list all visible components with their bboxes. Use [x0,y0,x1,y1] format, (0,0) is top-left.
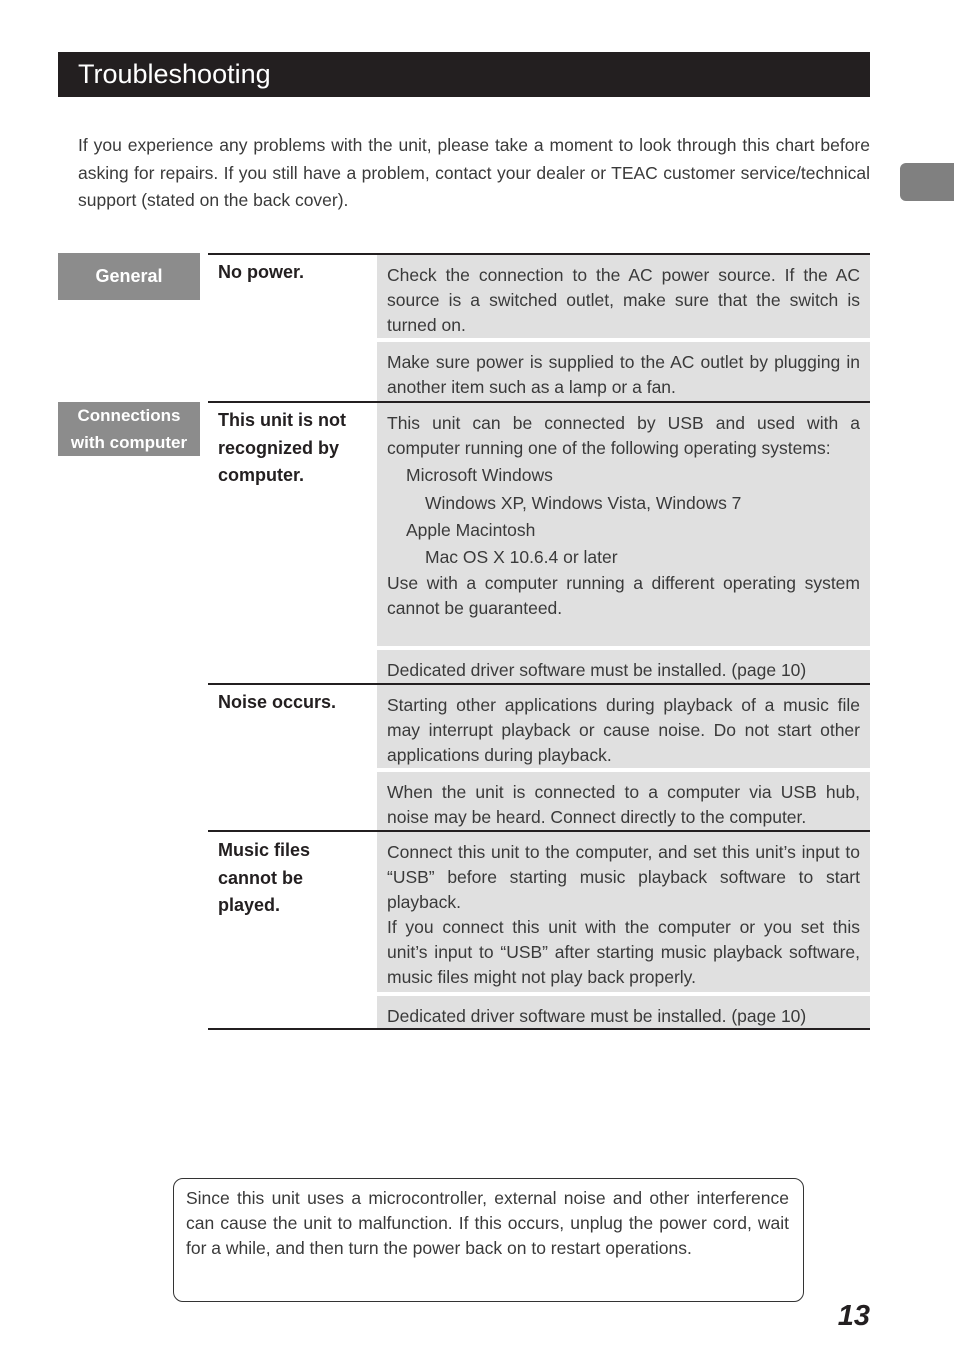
note-box: Since this unit uses a microcontroller, external noise and other interference can cause the unit to malfunction. If this occurs, unplug the power cord, wait for a while, and then turn the power back on to restart operations. [173,1178,804,1302]
category-general: General [58,253,200,300]
solution-text: This unit can be connected by USB and used with a computer running one of the following operating systems: [387,413,860,458]
solution-cell: Dedicated driver software must be installed. (page 10) [377,996,870,1028]
symptom-music-files: Music files cannot be played. [218,840,311,915]
os-versions: Windows XP, Windows Vista, Windows 7 [425,493,742,513]
solution-cell: Check the connection to the AC power source. If the AC source is a switched outlet, make sure that the switch is turned on. [377,255,870,338]
intro-paragraph: If you experience any problems with the unit, please take a moment to look through this chart before asking for repairs. If you still have a problem, contact your dealer or TEAC customer service/technical support (stated on the back cover). [78,135,870,210]
solution-cell: Starting other applications during playback of a music file may interrupt playback or cause noise. Do not start other applications during playback. [377,685,870,768]
solution-text: Use with a computer running a different operating system cannot be guaranteed. [387,573,860,618]
solution-text: Connect this unit to the computer, and set this unit’s input to “USB” before starting music playback software to start playback. [387,842,860,912]
solution-cell: Make sure power is supplied to the AC outlet by plugging in another item such as a lamp or a fan. [377,342,870,401]
section-thumb-tab [900,163,954,201]
solution-text: If you connect this unit with the computer or you set this unit’s input to “USB” after starting music playback software, music files might not play back properly. [387,917,860,987]
solution-cell [377,403,870,646]
os-name: Microsoft Windows [406,465,553,485]
solution-cell [377,832,870,992]
category-connections-line2: with computer [70,433,188,452]
page-title: Troubleshooting [58,52,870,97]
os-name: Apple Macintosh [406,520,536,540]
symptom-no-power: No power. [218,262,305,282]
category-connections-line1: Connections [77,406,181,425]
solution-cell: When the unit is connected to a computer via USB hub, noise may be heard. Connect directly to the computer. [377,772,870,830]
symptom-not-recognized: This unit is not recognized by computer. [218,410,346,485]
solution-cell: Dedicated driver software must be installed. (page 10) [377,650,870,683]
os-versions: Mac OS X 10.6.4 or later [425,547,618,567]
symptom-noise: Noise occurs. [218,692,337,712]
category-connections [58,402,200,456]
page-number: 13 [837,1300,870,1332]
